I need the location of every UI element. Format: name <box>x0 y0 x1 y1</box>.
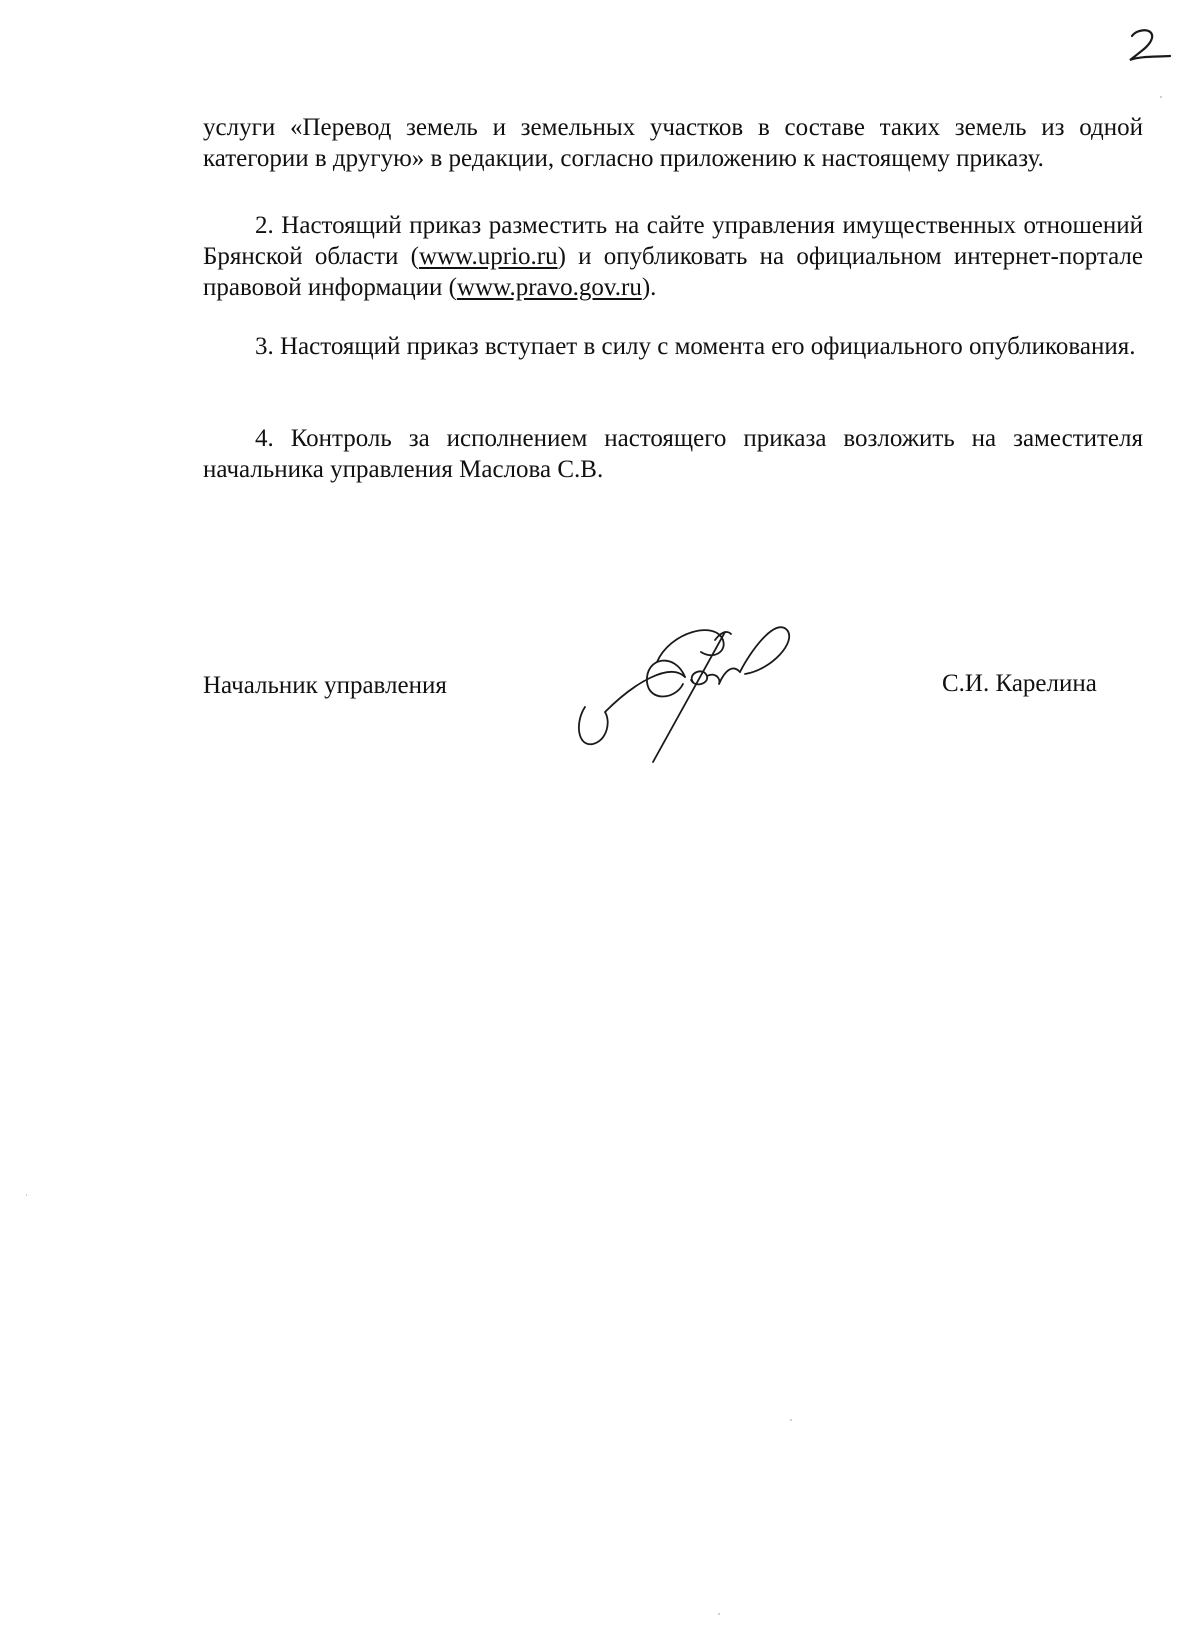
paragraph-2-text-b: ) и опубликовать на официальном интернет-портале правовой информации ( <box>203 243 1143 301</box>
signer-name: С.И. Карелина <box>942 670 1097 697</box>
scan-speck <box>790 1419 792 1421</box>
scan-speck <box>26 1194 27 1196</box>
page-number <box>1126 26 1176 66</box>
scan-speck <box>718 1613 720 1615</box>
scan-speck <box>1160 96 1162 98</box>
paragraph-1-continuation: услуги «Перевод земель и земельных участков в составе таких земель из одной категории в другую» в редакции, согласно приложению к настоящему приказу. <box>203 114 1143 172</box>
paragraph-3: 3. Настоящий приказ вступает в силу с момента его официального опубликования. <box>255 333 1136 360</box>
handwritten-signature <box>575 622 815 792</box>
signer-position-title: Начальник управления <box>203 672 447 699</box>
paragraph-2-text-a: 2. Настоящий приказ разместить на сайте управления имущественных отношений Брянской области ( <box>203 212 1143 270</box>
paragraph-2-text-c: ). <box>641 274 657 301</box>
pravo-link[interactable]: www.pravo.gov.ru <box>456 274 642 301</box>
uprio-link[interactable]: www.uprio.ru <box>418 243 558 270</box>
paragraph-2 <box>203 210 1143 303</box>
paragraph-4: 4. Контроль за исполнением настоящего приказа возложить на заместителя начальника управления Маслова С.В. <box>203 425 1143 483</box>
